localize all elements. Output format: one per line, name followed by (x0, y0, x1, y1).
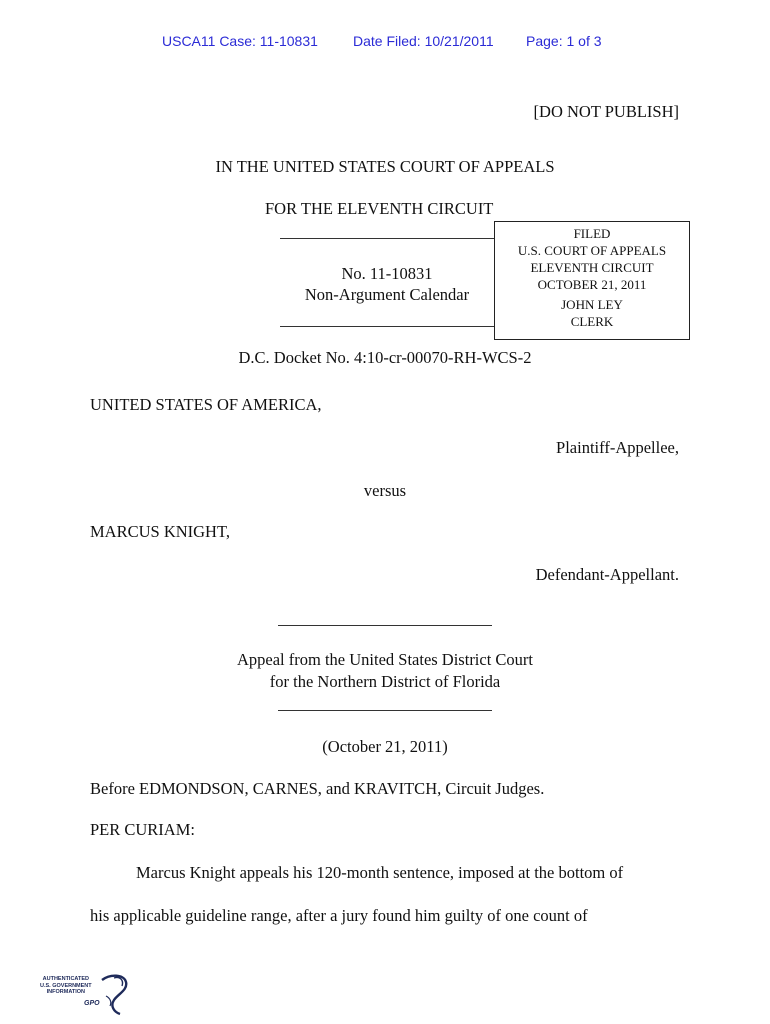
defendant-role: Defendant-Appellant. (535, 565, 679, 584)
calendar-type: Non-Argument Calendar (304, 285, 470, 304)
filed-stamp-clerk-title: CLERK (570, 314, 614, 329)
panel-judges: Before EDMONDSON, CARNES, and KRAVITCH, Circuit Judges. (90, 779, 545, 798)
filed-stamp-label: FILED (573, 226, 611, 241)
header-case-number: USCA11 Case: 11-10831 (162, 33, 318, 49)
body-paragraph-line-1: Marcus Knight appeals his 120-month sentence, imposed at the bottom of (136, 863, 624, 882)
plaintiff-role: Plaintiff-Appellee, (556, 438, 679, 457)
gpo-logo-line-1: AUTHENTICATED (42, 976, 89, 982)
case-number: No. 11-10831 (341, 264, 433, 283)
filed-stamp-circuit: ELEVENTH CIRCUIT (530, 260, 654, 275)
plaintiff-name: UNITED STATES OF AMERICA, (90, 395, 322, 414)
gpo-eagle-icon (40, 972, 132, 1018)
gpo-logo-line-3: INFORMATION (46, 989, 86, 995)
defendant-name: MARCUS KNIGHT, (90, 522, 230, 541)
versus-label: versus (363, 481, 407, 500)
case-number-rule-top (280, 238, 494, 239)
body-paragraph-line-2: his applicable guideline range, after a jury found him guilty of one count of (90, 906, 588, 925)
appeal-rule-top (278, 625, 492, 626)
appeal-court-line: Appeal from the United States District Court (236, 650, 534, 669)
court-title: IN THE UNITED STATES COURT OF APPEALS (215, 157, 555, 176)
appeal-district-line: for the Northern District of Florida (269, 672, 501, 691)
docket-number: D.C. Docket No. 4:10-cr-00070-RH-WCS-2 (238, 348, 532, 367)
filed-stamp (494, 221, 690, 340)
circuit-title: FOR THE ELEVENTH CIRCUIT (265, 199, 494, 218)
appeal-rule-bottom (278, 710, 492, 711)
gpo-logo-mark: GPO (84, 1000, 100, 1007)
per-curiam-heading: PER CURIAM: (90, 820, 195, 839)
gpo-logo-line-2: U.S. GOVERNMENT (40, 982, 92, 989)
header-date-filed: Date Filed: 10/21/2011 (353, 33, 494, 49)
publish-notice: [DO NOT PUBLISH] (533, 102, 679, 121)
filed-stamp-court: U.S. COURT OF APPEALS (517, 243, 667, 258)
filed-stamp-clerk-name: JOHN LEY (561, 297, 623, 312)
decision-date: (October 21, 2011) (322, 737, 448, 756)
gpo-authenticated-logo (40, 972, 132, 1018)
header-page-count: Page: 1 of 3 (526, 33, 602, 49)
filed-stamp-date: OCTOBER 21, 2011 (537, 277, 647, 292)
case-number-rule-bottom (280, 326, 494, 327)
